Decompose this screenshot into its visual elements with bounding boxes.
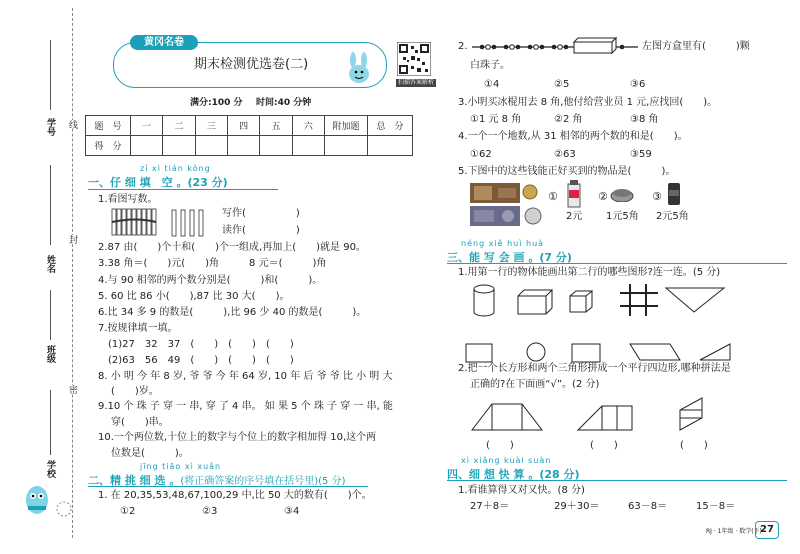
binding-line-char: 密 (67, 385, 77, 394)
s2q5-item-mark[interactable]: ① (548, 190, 558, 203)
score-header: 二 (163, 116, 195, 136)
score-header: 三 (195, 116, 227, 136)
single-sticks-icon (170, 209, 204, 237)
section2-underline (88, 486, 368, 487)
q7-text: 7.按规律填一填。 (98, 323, 178, 334)
s2q2-option[interactable]: ①4 (484, 79, 500, 90)
bead-string-icon (470, 35, 640, 55)
section1-underline (88, 189, 278, 190)
score-table (85, 115, 413, 156)
s3q2-answer-blank[interactable]: ( ) (680, 440, 708, 451)
score-header: 一 (131, 116, 163, 136)
s2q3-option[interactable]: ①1 元 8 角 (470, 114, 522, 125)
section3-title: 三、能 写 会 画 。(7 分) (447, 251, 572, 264)
school-line[interactable] (50, 390, 51, 455)
s2q3-option[interactable]: ②2 角 (554, 114, 583, 125)
q7-row1: (1)27 32 37 ( ) ( ) ( ) (108, 339, 294, 350)
s2q3-text: 3.小明买冰棍用去 8 角,他付给营业员 1 元,应找回( )。 (458, 97, 718, 108)
calc-expression[interactable]: 15－8＝ (696, 501, 736, 512)
q4-text: 4.与 90 相邻的两个数分别是( )和( )。 (98, 275, 323, 286)
score-header: 题 号 (86, 116, 131, 136)
s2q5-item-mark[interactable]: ③ (652, 190, 662, 203)
s2q3-option[interactable]: ③8 角 (630, 114, 659, 125)
calc-expression[interactable]: 29＋30＝ (554, 501, 600, 512)
qr-code-icon[interactable] (397, 42, 431, 76)
q10-line2: 位数是( )。 (111, 448, 189, 459)
q9-line2: 穿( )串。 (111, 417, 169, 428)
q6-text: 6.比 34 多 9 的数是( ),比 96 少 40 的数是( )。 (98, 307, 367, 318)
qr-caption: 扫描答案解析 (398, 79, 435, 86)
section4-underline (447, 480, 787, 481)
s2q5-item-price: 2元5角 (656, 211, 689, 222)
score-header: 附加题 (325, 116, 368, 136)
score-header: 四 (227, 116, 259, 136)
dashed-circle-icon (55, 500, 73, 518)
page-number: 27 (755, 521, 779, 539)
q2-text: 2.87 由( )个十和( )个一组成,再加上( )就是 90。 (98, 242, 366, 253)
section4-pinyin: xì xiǎng kuài suàn (461, 456, 552, 465)
section2-pinyin: jīng tiāo xì xuǎn (140, 462, 222, 471)
q10-line1: 10.一个两位数,十位上的数字与个位上的数字相加得 10,这个两 (98, 432, 377, 443)
s2q2-tail: 左图方盒里有( )颗 (642, 41, 750, 52)
footer-label: RJ · 1年级 · 数学(下) (706, 528, 762, 535)
s2q5-item-price: 1元5角 (606, 211, 639, 222)
solid-shapes-row (460, 282, 790, 318)
name-line[interactable] (50, 165, 51, 245)
s2q4-option[interactable]: ③59 (630, 149, 652, 160)
bread-icon (610, 186, 634, 202)
banknote-icon (470, 183, 520, 203)
q9-line1: 9.10 个 珠 子 穿 一 串, 穿 了 4 串。 如 果 5 个 珠 子 穿 一 串, 能 (98, 401, 393, 412)
parallelogram-options (462, 396, 762, 436)
coin-icon (524, 207, 542, 225)
school-label: 学校 (45, 460, 55, 478)
score-cell[interactable] (325, 136, 368, 156)
juice-bottle-icon (566, 180, 582, 208)
class-label: 班级 (45, 345, 55, 363)
s2q2-option[interactable]: ③6 (630, 79, 646, 90)
section1-title: 一、仔 细 填 空 。(23 分) (88, 176, 228, 189)
s2q5-item-mark[interactable]: ② (598, 190, 608, 203)
class-line[interactable] (50, 290, 51, 340)
rabbit-icon (340, 52, 378, 86)
score-cell[interactable] (368, 136, 413, 156)
score-cell[interactable] (292, 136, 324, 156)
s4q1-text: 1.看谁算得又对又快。(8 分) (458, 485, 585, 496)
coin-icon (522, 184, 538, 200)
q1-text: 1.看图写数。 (98, 194, 158, 205)
student-id-line[interactable] (50, 40, 51, 110)
binding-dashed-line (72, 8, 73, 538)
score-header: 五 (260, 116, 292, 136)
calc-expression[interactable]: 63－8＝ (628, 501, 668, 512)
s2q4-option[interactable]: ②63 (554, 149, 576, 160)
binding-line-char: 线 (67, 120, 77, 129)
q7-row2: (2)63 56 49 ( ) ( ) ( ) (108, 355, 294, 366)
bundle-sticks-icon (110, 207, 160, 237)
s2q1-text: 1. 在 20,35,53,48,67,100,29 中,比 50 大的数有( )个。 (98, 490, 372, 501)
score-cell[interactable] (227, 136, 259, 156)
s2q4-text: 4.一个一个地数,从 31 相邻的两个数的和是( )。 (458, 131, 688, 142)
score-cell[interactable] (131, 136, 163, 156)
full-marks: 满分:100 分 (190, 98, 243, 108)
s2q2-number: 2. (458, 41, 468, 52)
calc-expression[interactable]: 27＋8＝ (470, 501, 510, 512)
section2-title: 二、精 挑 细 选 。(将正确答案的序号填在括号里)(5 分) (88, 474, 346, 487)
logo: 黄冈名卷 (130, 35, 198, 50)
s2q1-option[interactable]: ③4 (284, 506, 300, 517)
s3q2-answer-blank[interactable]: ( ) (486, 440, 514, 451)
s3q2-line1: 2.把一个长方形和两个三角形拼成一个平行四边形,哪种拼法是 (458, 363, 731, 374)
section4-title: 四、细 想 快 算 。(28 分) (447, 468, 580, 481)
s3q2-line2: 正确的?在下面画“√”。(2 分) (470, 379, 600, 390)
can-icon (666, 181, 682, 207)
mascot-icon (20, 478, 54, 518)
name-label: 姓名 (45, 255, 55, 273)
page-title: 期末检测优选卷(二) (194, 57, 309, 72)
score-cell[interactable] (260, 136, 292, 156)
q5-text: 5. 60 比 86 小( ),87 比 30 大( )。 (98, 291, 290, 302)
score-cell[interactable] (163, 136, 195, 156)
s2q5-text: 5.下图中的这些钱能正好买到的物品是( )。 (458, 166, 676, 177)
q8-line1: 8. 小 明 今 年 8 岁, 爷 爷 今 年 64 岁, 10 年 后 爷 爷 比 小 明 大 (98, 371, 393, 382)
s2q4-option[interactable]: ①62 (470, 149, 492, 160)
s2q5-item-price: 2元 (566, 211, 583, 222)
time-limit: 时间:40 分钟 (256, 98, 312, 108)
score-cell[interactable] (195, 136, 227, 156)
banknote-icon (470, 206, 520, 226)
s2q2-option[interactable]: ②5 (554, 79, 570, 90)
s2q1-option[interactable]: ①2 (120, 506, 136, 517)
s3q1-text: 1.用第一行的物体能画出第二行的哪些图形?连一连。(5 分) (458, 267, 721, 278)
section3-pinyin: néng xiě huì huà (461, 239, 545, 248)
q1-read: 读作( ) (222, 225, 300, 236)
section3-underline (447, 263, 787, 264)
score-header: 六 (292, 116, 324, 136)
student-id-label: 学号 (45, 118, 55, 136)
plane-shapes-row (460, 340, 790, 364)
binding-line-char: 封 (67, 235, 77, 244)
s2q1-option[interactable]: ②3 (202, 506, 218, 517)
score-header: 总 分 (368, 116, 413, 136)
q1-write: 写作( ) (222, 208, 300, 219)
s2q2-line2: 白珠子。 (470, 60, 510, 71)
q3-text: 3.38 角＝( )元( )角 8 元＝( )角 (98, 258, 327, 269)
q8-line2: ( )岁。 (111, 386, 159, 397)
section1-pinyin: zǐ xì tián kòng (140, 164, 211, 173)
score-row-label: 得 分 (86, 136, 131, 156)
s3q2-answer-blank[interactable]: ( ) (590, 440, 618, 451)
